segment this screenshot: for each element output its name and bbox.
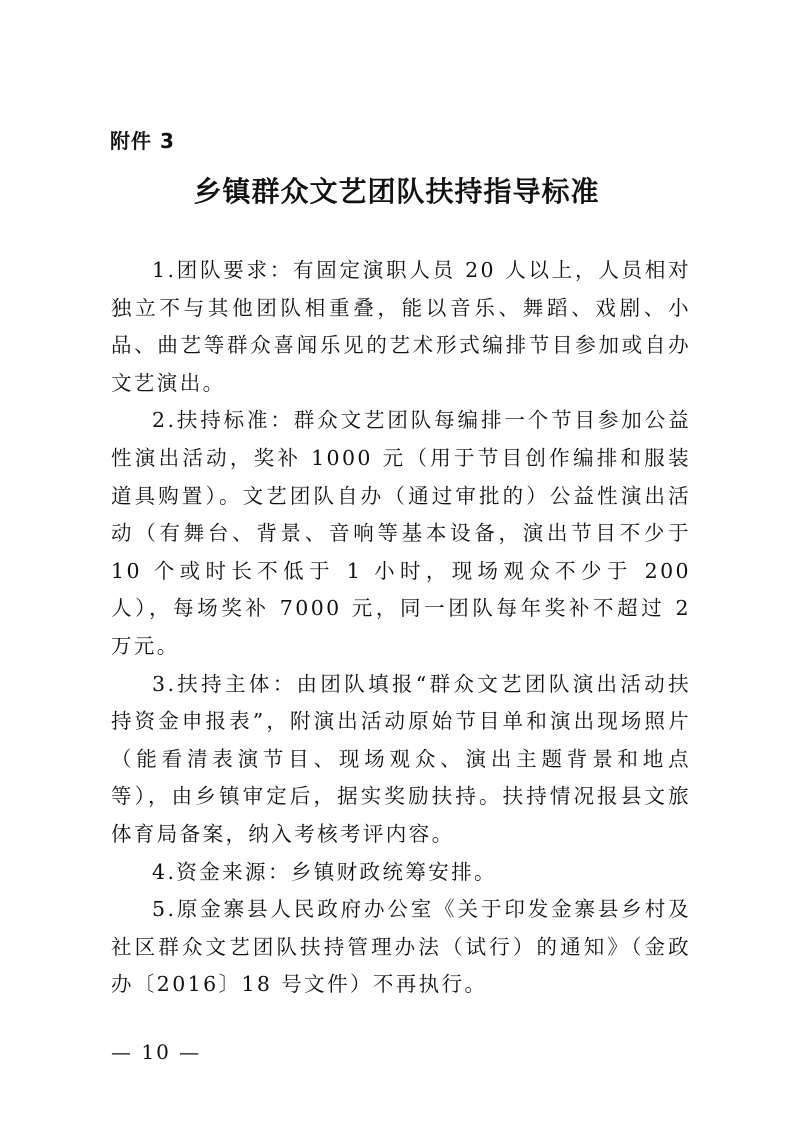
paragraph-team-requirements: 1.团队要求：有固定演职人员 20 人以上，人员相对独立不与其他团队相重叠，能以音乐、舞蹈、戏剧、小品、曲艺等群众喜闻乐见的艺术形式编排节目参加或自办文艺演出。 [111,258,691,395]
document-body [111,252,691,1004]
paragraph-support-standards: 2.扶持标准：群众文艺团队每编排一个节目参加公益性演出活动，奖补 1000 元（用于节目创作编排和服装道具购置）。文艺团队自办（通过审批的）公益性演出活动（有舞台、背景、音响等基本设备，演出节目不少于 10 个或时长不低于 1 小时，现场观众不少于 200 人），每场奖补 7000 元，同一团队每年奖补不超过 2 万元。 [111,408,691,658]
document-title: 乡镇群众文艺团队扶持指导标准 [193,175,600,208]
paragraph-funding-source: 4.资金来源：乡镇财政统筹安排。 [152,859,497,884]
attachment-label: 附件 3 [110,129,175,153]
page-number: — 10 — [111,1040,202,1064]
paragraph-repeal-notice: 5.原金寨县人民政府办公室《关于印发金寨县乡村及社区群众文艺团队扶持管理办法（试行）的通知》（金政办〔2016〕18 号文件）不再执行。 [111,897,691,997]
paragraph-support-subject: 3.扶持主体：由团队填报“群众文艺团队演出活动扶持资金申报表”，附演出活动原始节目单和演出现场照片（能看清表演节目、现场观众、演出主题背景和地点等），由乡镇审定后，据实奖励扶持。扶持情况报县文旅体育局备案，纳入考核考评内容。 [111,671,691,846]
